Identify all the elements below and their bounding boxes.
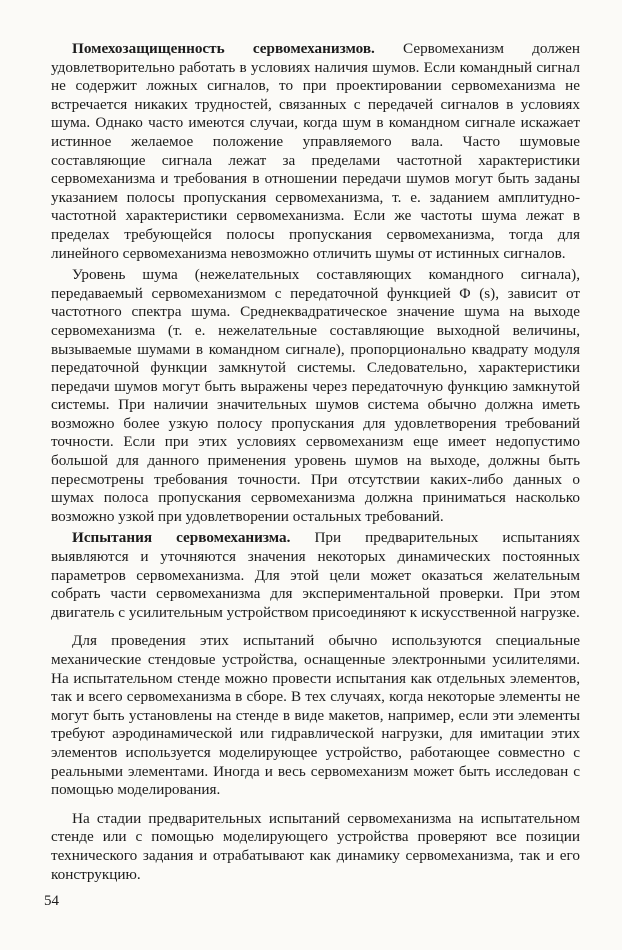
paragraph-preliminary-tests: На стадии предварительных испытаний сервомеханизма на испытательном стенде или с помощью моделирующего устройства проверяют все позиции технического задания и отрабатывают как динамику сервомеханизма, так и его конструкцию. [51,809,580,883]
paragraph-noise-immunity [51,40,580,263]
paragraph-test-stands: Для проведения этих испытаний обычно используются специальные механические стендовые устройства, оснащенные электронными усилителями. На испытательном стенде можно провести испытания как отдельных элементов, так и всего сервомеханизма в сборе. В тех случаях, когда некоторые элементы не могут быть установлены на стенде в виде макетов, например, если эти элементы требуют аэродинамической или гидравлической нагрузки, для имитации этих элементов используется моделирующее устройство, работающее совместно с реальными элементами. Иногда и весь сервомеханизм может быть исследован с помощью моделирования. [51,632,580,799]
text-body [51,40,580,887]
paragraph-testing-text: При предварительных испытаниях выявляются и уточняются значения некоторых динамических постоянных параметров сервомеханизма. Для этой цели может оказаться желательным собрать части сервомеханизма для экспериментальной проверки. При этом двигатель с усилительным устройством присоединяют к искусственной нагрузке. [51,529,580,621]
heading-testing: Испытания сервомеханизма. [72,529,291,547]
page-number: 54 [44,893,59,909]
paragraph-testing [51,529,580,622]
heading-noise-immunity: Помехозащищенность сервомеханизмов. [72,40,375,57]
paragraph-noise-level: Уровень шума (нежелательных составляющих командного сигнала), передаваемый сервомеханизмом с передаточной функцией Φ (s), зависит от частотного спектра шума. Среднеквадратическое значение шума на выходе сервомеханизма (т. е. нежелательные составляющие выходной величины, вызываемые шумами в командном сигнале), пропорционально квадрату модуля передаточной функции замкнутой системы. Следовательно, характеристики передачи шумов могут быть выражены через передаточную функцию замкнутой системы. При наличии значительных шумов система обычно должна иметь возможно более узкую полосу пропускания для удовлетворения требований точности. Если при этих условиях сервомеханизм еще имеет недопустимо большой для данного применения уровень шумов на выходе, должны быть пересмотрены требования точности. При отсутствии каких-либо данных о шумах полоса пропускания сервомеханизма должна приниматься насколько возможно узкой при удовлетворении остальных требований. [51,266,580,525]
paragraph-noise-immunity-text: Сервомеханизм должен удовлетворительно работать в условиях наличия шумов. Если командный сигнал не содержит ложных сигналов, то при проектировании сервомеханизма не встречается никаких трудностей, связанных с передачей сигналов в условиях шума. Однако часто имеются случаи, когда шум в командном сигнале искажает истинное желаемое положение управляемого вала. Часто шумовые составляющие сигнала лежат за пределами частотной характеристики сервомеханизма и требования в отношении передачи шумов могут быть заданы указанием полосы пропускания сервомеханизма, т. е. заданием амплитудно-частотной характеристики сервомеханизма. Если же частоты шума лежат в пределах требующейся полосы пропускания сервомеханизма, тогда для линейного сервомеханизма невозможно отличить шумы от истинных сигналов. [51,40,580,262]
